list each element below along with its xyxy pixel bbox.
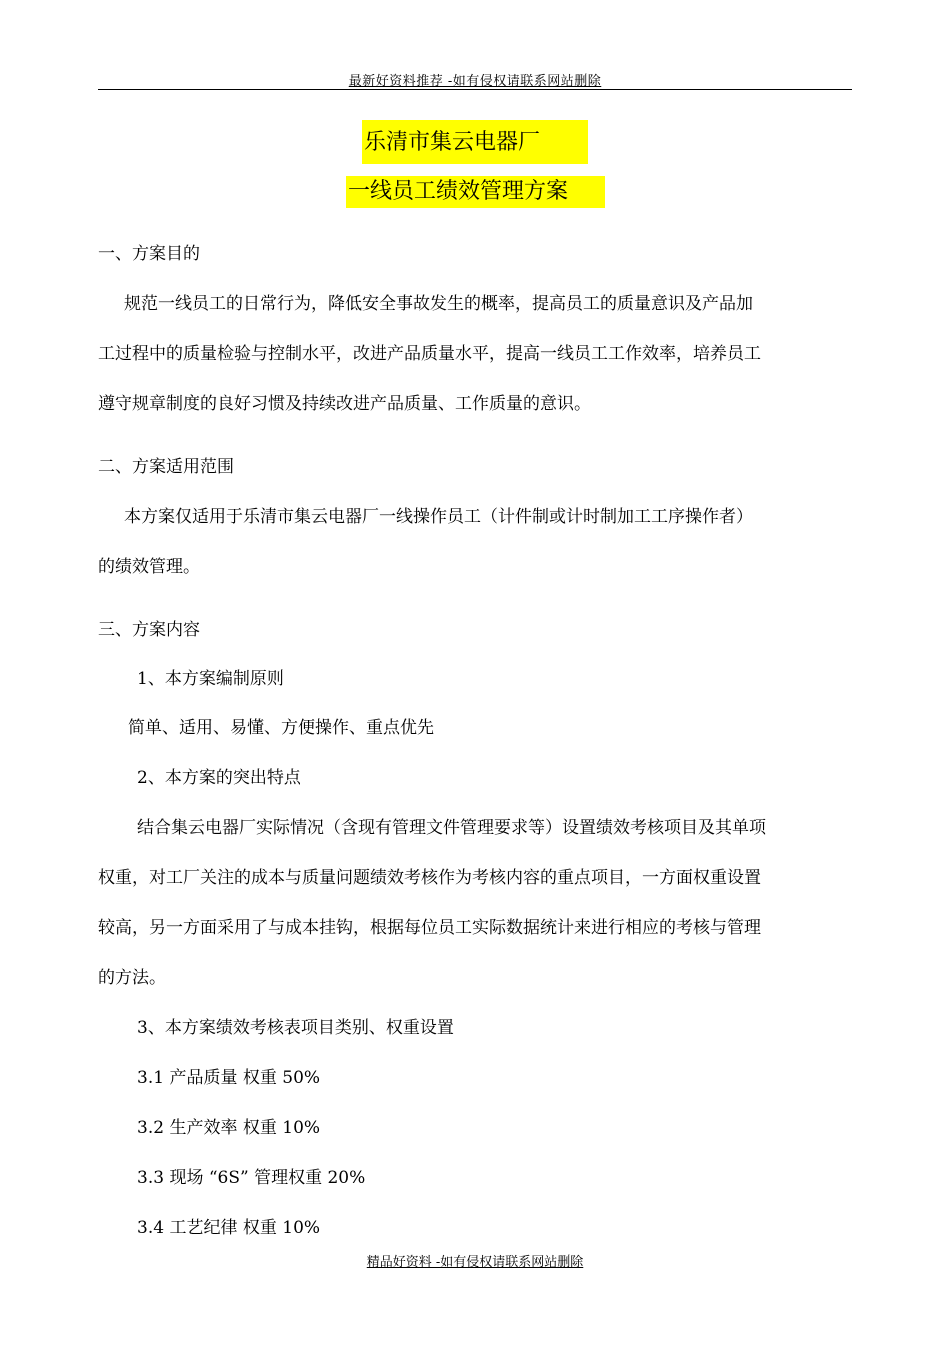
section2-paragraph-line1: 本方案仅适用于乐清市集云电器厂一线操作员工（计件制或计时制加工工序操作者） <box>124 507 753 527</box>
header-rule <box>98 89 852 90</box>
section3-1-heading: 1、本方案编制原则 <box>137 669 284 689</box>
section3-heading: 三、方案内容 <box>98 620 200 640</box>
page-footer <box>0 1251 950 1270</box>
document-title-line2: 一线员工绩效管理方案 <box>346 176 605 208</box>
section2-heading: 二、方案适用范围 <box>98 457 234 477</box>
section3-2-paragraph-line1: 结合集云电器厂实际情况（含现有管理文件管理要求等）设置绩效考核项目及其单项 <box>137 818 766 838</box>
section3-2-paragraph-line2: 权重，对工厂关注的成本与质量问题绩效考核作为考核内容的重点项目，一方面权重设置 <box>98 868 761 888</box>
section1-paragraph-line2: 工过程中的质量检验与控制水平，改进产品质量水平，提高一线员工工作效率，培养员工 <box>98 344 761 364</box>
section3-2-paragraph-line4: 的方法。 <box>98 968 166 988</box>
weight-item-efficiency: 3.2 生产效率 权重 10% <box>137 1118 321 1138</box>
section1-paragraph-line1: 规范一线员工的日常行为，降低安全事故发生的概率，提高员工的质量意识及产品加 <box>124 294 753 314</box>
section2-paragraph-line2: 的绩效管理。 <box>98 557 200 577</box>
section3-2-paragraph-line3: 较高，另一方面采用了与成本挂钩，根据每位员工实际数据统计来进行相应的考核与管理 <box>98 918 761 938</box>
section3-1-text: 简单、适用、易懂、方便操作、重点优先 <box>128 718 434 738</box>
section3-3-heading: 3、本方案绩效考核表项目类别、权重设置 <box>137 1018 454 1038</box>
weight-item-6s: 3.3 现场 “6S” 管理权重 20% <box>137 1168 366 1188</box>
section3-2-heading: 2、本方案的突出特点 <box>137 768 301 788</box>
document-title-line1: 乐清市集云电器厂 <box>362 120 588 164</box>
section1-paragraph-line3: 遵守规章制度的良好习惯及持续改进产品质量、工作质量的意识。 <box>98 394 591 414</box>
page-header <box>0 70 950 89</box>
header-text: 最新好资料推荐 -如有侵权请联系网站删除 <box>348 74 602 89</box>
weight-item-discipline: 3.4 工艺纪律 权重 10% <box>137 1218 321 1238</box>
footer-text: 精品好资料 -如有侵权请联系网站删除 <box>366 1255 584 1270</box>
weight-item-quality: 3.1 产品质量 权重 50% <box>137 1068 321 1088</box>
section1-heading: 一、方案目的 <box>98 244 200 264</box>
